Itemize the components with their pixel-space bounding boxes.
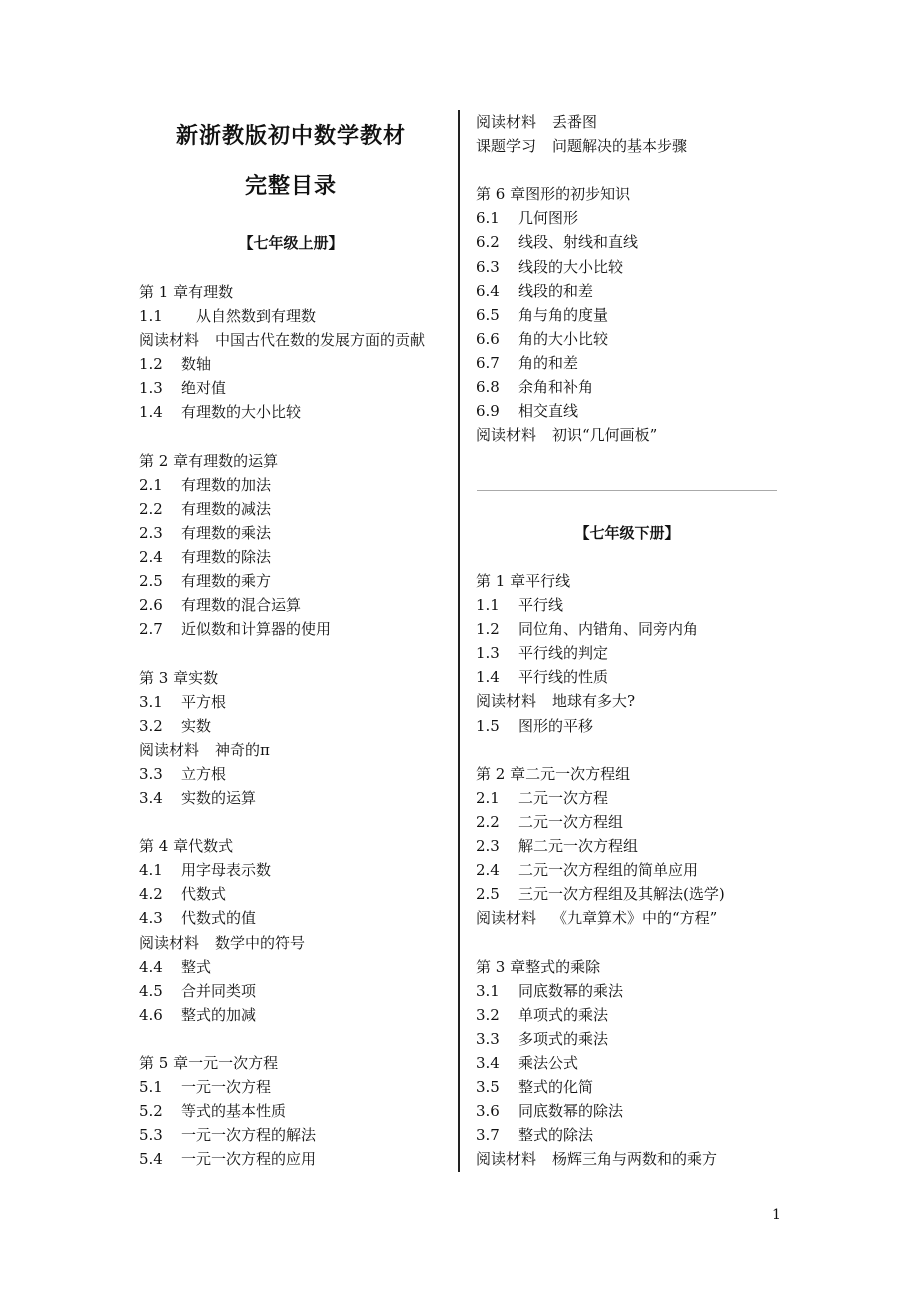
section-number: 2.5 xyxy=(139,572,163,591)
chapter-number: 第 1 章 xyxy=(476,572,526,590)
entry-title: 二元一次方程组 xyxy=(525,764,631,783)
chapter-heading xyxy=(139,834,425,858)
reading-label: 阅读材料 xyxy=(139,933,200,952)
entry-title: 几何图形 xyxy=(518,209,579,228)
spacer xyxy=(476,930,725,954)
entry-title: 实数 xyxy=(188,668,219,687)
reading-item xyxy=(476,134,687,158)
entry-title: 图形的平移 xyxy=(518,716,594,735)
section-item xyxy=(139,400,425,424)
section-number: 1.3 xyxy=(139,379,163,398)
section-item xyxy=(476,399,687,423)
section-item xyxy=(139,1123,425,1147)
section-item xyxy=(476,617,725,641)
entry-title: 代数式 xyxy=(181,885,227,904)
section-item xyxy=(139,497,425,521)
section-item xyxy=(139,955,425,979)
section-number: 4.2 xyxy=(139,885,163,904)
section-item xyxy=(476,1075,725,1099)
section-number: 3.3 xyxy=(476,1029,500,1048)
reading-label: 阅读材料 xyxy=(476,692,537,711)
section-number: 3.3 xyxy=(139,764,163,783)
reading-label: 阅读材料 xyxy=(139,331,200,350)
section-number: 5.4 xyxy=(139,1150,163,1169)
section-number: 5.3 xyxy=(139,1126,163,1145)
section-item xyxy=(139,714,425,738)
entry-title: 有理数的大小比较 xyxy=(181,403,302,422)
section-number: 2.4 xyxy=(476,861,500,880)
section-number: 2.5 xyxy=(476,885,500,904)
section-number: 3.4 xyxy=(476,1053,500,1072)
section-item xyxy=(476,593,725,617)
section-number: 6.8 xyxy=(476,378,500,397)
reading-item xyxy=(139,328,425,352)
chapter-number: 第 2 章 xyxy=(139,451,189,470)
section-number: 1.1 xyxy=(476,596,500,615)
entry-title: 有理数的乘法 xyxy=(181,523,272,542)
section-number: 3.2 xyxy=(476,1005,500,1024)
entry-title: 二元一次方程 xyxy=(518,788,609,807)
entry-title: 整式的乘除 xyxy=(525,957,601,976)
entry-title: 平行线 xyxy=(518,596,564,615)
entry-title: 二元一次方程组 xyxy=(518,812,624,831)
toc-column-right-top xyxy=(476,110,687,447)
section-number: 1.1 xyxy=(139,307,163,326)
section-item xyxy=(139,617,425,641)
section-number: 2.3 xyxy=(476,837,500,856)
section-item xyxy=(476,979,725,1003)
chapter-heading xyxy=(139,1051,425,1075)
section-item xyxy=(139,593,425,617)
section-number: 1.3 xyxy=(476,644,500,663)
entry-title: 绝对值 xyxy=(181,379,227,398)
section-item xyxy=(139,906,425,930)
entry-title: 一元一次方程 xyxy=(188,1054,279,1072)
entry-title: 余角和补角 xyxy=(518,378,594,397)
section-number: 1.4 xyxy=(139,403,163,422)
reading-item xyxy=(476,1147,725,1171)
section-item xyxy=(476,351,687,375)
section-number: 6.5 xyxy=(476,305,500,324)
entry-title: 同底数幂的乘法 xyxy=(518,981,624,1000)
entry-title: 数学中的符号 xyxy=(215,933,306,952)
section-item xyxy=(476,279,687,303)
entry-title: 有理数的减法 xyxy=(181,499,272,518)
entry-title: 有理数的加法 xyxy=(181,475,272,494)
section-item xyxy=(476,858,725,882)
entry-title: 三元一次方程组及其解法(选学) xyxy=(518,885,725,904)
section-number: 4.3 xyxy=(139,909,163,928)
section-number: 3.7 xyxy=(476,1126,500,1145)
reading-item xyxy=(139,738,425,762)
section-item xyxy=(476,1051,725,1075)
chapter-number: 第 1 章 xyxy=(139,283,189,301)
spacer xyxy=(476,158,687,182)
entry-title: 整式的加减 xyxy=(181,1005,257,1024)
entry-title: 有理数的运算 xyxy=(188,451,279,470)
entry-title: 有理数的乘方 xyxy=(181,572,272,591)
entry-title: 整式的化简 xyxy=(518,1077,594,1096)
entry-title: 角的大小比较 xyxy=(518,329,609,348)
toc-column-left xyxy=(139,280,425,1171)
spacer xyxy=(139,425,425,449)
entry-title: 单项式的乘法 xyxy=(518,1005,609,1024)
entry-title: 多项式的乘法 xyxy=(518,1029,609,1048)
section-number: 4.1 xyxy=(139,861,163,880)
section-number: 6.6 xyxy=(476,329,500,348)
section-item xyxy=(476,303,687,327)
section-number: 2.2 xyxy=(139,499,163,518)
entry-title: 平行线的判定 xyxy=(518,644,609,663)
section-number: 3.2 xyxy=(139,716,163,735)
entry-title: 整式的除法 xyxy=(518,1126,594,1145)
reading-label: 阅读材料 xyxy=(476,909,537,928)
section-item xyxy=(139,762,425,786)
section-number: 2.7 xyxy=(139,620,163,639)
entry-title: 丢番图 xyxy=(552,113,598,131)
chapter-number: 第 4 章 xyxy=(139,837,189,856)
entry-title: 角与角的度量 xyxy=(518,305,609,324)
document-subtitle: 完整目录 xyxy=(244,173,337,199)
section-number: 1.5 xyxy=(476,716,500,735)
entry-title: 等式的基本性质 xyxy=(181,1102,287,1121)
column-divider xyxy=(458,110,460,1172)
section-item xyxy=(476,786,725,810)
entry-title: 从自然数到有理数 xyxy=(181,307,317,326)
spacer xyxy=(139,1027,425,1051)
reading-item xyxy=(476,906,725,930)
section-number: 6.2 xyxy=(476,233,500,252)
section-item xyxy=(476,206,687,230)
section-number: 3.6 xyxy=(476,1102,500,1121)
reading-label: 阅读材料 xyxy=(476,113,537,131)
section-number: 3.4 xyxy=(139,788,163,807)
entry-title: 有理数的除法 xyxy=(181,548,272,567)
chapter-number: 第 3 章 xyxy=(476,957,526,976)
section-item xyxy=(476,882,725,906)
section-number: 3.5 xyxy=(476,1077,500,1096)
reading-label: 阅读材料 xyxy=(476,426,537,445)
section-number: 6.7 xyxy=(476,353,500,372)
section-item xyxy=(139,882,425,906)
entry-title: 实数的运算 xyxy=(181,788,257,807)
grade-heading-7a: 【七年级上册】 xyxy=(238,234,344,252)
section-item xyxy=(139,545,425,569)
chapter-heading xyxy=(139,449,425,473)
section-item xyxy=(476,1027,725,1051)
spacer xyxy=(139,810,425,834)
section-item xyxy=(476,375,687,399)
section-item xyxy=(139,473,425,497)
section-number: 1.2 xyxy=(139,355,163,374)
entry-title: 数轴 xyxy=(181,355,212,374)
entry-title: 乘法公式 xyxy=(518,1053,579,1072)
section-item xyxy=(139,690,425,714)
section-number: 4.4 xyxy=(139,957,163,976)
entry-title: 平行线 xyxy=(525,572,571,590)
entry-title: 有理数 xyxy=(188,283,234,301)
section-item xyxy=(476,810,725,834)
section-number: 4.6 xyxy=(139,1005,163,1024)
section-number: 5.1 xyxy=(139,1078,163,1097)
entry-title: 《九章算术》中的“方程” xyxy=(552,909,718,928)
chapter-heading xyxy=(476,569,725,593)
entry-title: 一元一次方程 xyxy=(181,1078,272,1097)
entry-title: 神奇的π xyxy=(215,740,270,759)
entry-title: 杨辉三角与两数和的乘方 xyxy=(552,1150,718,1169)
reading-label: 阅读材料 xyxy=(139,740,200,759)
section-number: 1.2 xyxy=(476,620,500,639)
entry-title: 线段、射线和直线 xyxy=(518,233,639,252)
chapter-number: 第 5 章 xyxy=(139,1054,189,1072)
section-item xyxy=(476,255,687,279)
entry-title: 平行线的性质 xyxy=(518,668,609,687)
entry-title: 二元一次方程组的简单应用 xyxy=(518,861,699,880)
section-item xyxy=(476,714,725,738)
section-number: 2.1 xyxy=(139,475,163,494)
section-item xyxy=(476,230,687,254)
chapter-heading xyxy=(476,182,687,206)
section-number: 2.2 xyxy=(476,812,500,831)
section-number: 6.9 xyxy=(476,402,500,421)
entry-title: 立方根 xyxy=(181,764,227,783)
reading-label: 课题学习 xyxy=(476,137,537,156)
section-item xyxy=(139,858,425,882)
spacer xyxy=(139,641,425,665)
toc-column-right-bottom xyxy=(476,569,725,1171)
section-number: 2.6 xyxy=(139,596,163,615)
chapter-heading xyxy=(139,666,425,690)
entry-title: 中国古代在数的发展方面的贡献 xyxy=(215,331,426,350)
entry-title: 相交直线 xyxy=(518,402,579,421)
entry-title: 图形的初步知识 xyxy=(525,185,631,204)
section-item xyxy=(139,1075,425,1099)
section-number: 3.1 xyxy=(476,981,500,1000)
entry-title: 平方根 xyxy=(181,692,227,711)
page-number: 1 xyxy=(772,1207,781,1223)
section-item xyxy=(139,1147,425,1171)
grade-heading-7b: 【七年级下册】 xyxy=(574,524,680,542)
reading-item xyxy=(139,931,425,955)
entry-title: 代数式的值 xyxy=(181,909,257,928)
section-item xyxy=(139,352,425,376)
section-item xyxy=(139,521,425,545)
section-item xyxy=(139,304,425,328)
section-number: 2.4 xyxy=(139,548,163,567)
entry-title: 有理数的混合运算 xyxy=(181,596,302,615)
entry-title: 合并同类项 xyxy=(181,981,257,1000)
section-item xyxy=(139,1099,425,1123)
reading-label: 阅读材料 xyxy=(476,1150,537,1169)
section-number: 6.1 xyxy=(476,209,500,228)
entry-title: 一元一次方程的应用 xyxy=(181,1150,317,1169)
section-number: 4.5 xyxy=(139,981,163,1000)
section-item xyxy=(139,569,425,593)
section-number: 3.1 xyxy=(139,692,163,711)
entry-title: 代数式 xyxy=(188,837,234,856)
chapter-number: 第 3 章 xyxy=(139,668,189,687)
entry-title: 一元一次方程的解法 xyxy=(181,1126,317,1145)
section-item xyxy=(139,376,425,400)
entry-title: 线段的大小比较 xyxy=(518,257,624,276)
entry-title: 线段的和差 xyxy=(518,281,594,300)
chapter-number: 第 6 章 xyxy=(476,185,526,204)
entry-title: 初识“几何画板” xyxy=(552,426,658,445)
entry-title: 用字母表示数 xyxy=(181,861,272,880)
section-item xyxy=(476,1123,725,1147)
section-number: 5.2 xyxy=(139,1102,163,1121)
entry-title: 整式 xyxy=(181,957,212,976)
section-divider xyxy=(477,490,777,491)
chapter-number: 第 2 章 xyxy=(476,764,526,783)
section-item xyxy=(476,1099,725,1123)
section-item xyxy=(139,786,425,810)
section-item xyxy=(476,641,725,665)
reading-item xyxy=(476,423,687,447)
chapter-heading xyxy=(476,762,725,786)
section-item xyxy=(476,327,687,351)
entry-title: 同底数幂的除法 xyxy=(518,1102,624,1121)
section-number: 2.3 xyxy=(139,523,163,542)
entry-title: 问题解决的基本步骤 xyxy=(552,137,688,156)
section-item xyxy=(139,979,425,1003)
section-item xyxy=(139,1003,425,1027)
entry-title: 地球有多大? xyxy=(552,692,636,711)
entry-title: 实数 xyxy=(181,716,212,735)
entry-title: 近似数和计算器的使用 xyxy=(181,620,332,639)
entry-title: 角的和差 xyxy=(518,353,579,372)
section-number: 1.4 xyxy=(476,668,500,687)
entry-title: 同位角、内错角、同旁内角 xyxy=(518,620,699,639)
spacer xyxy=(476,738,725,762)
section-item xyxy=(476,1003,725,1027)
reading-item xyxy=(476,689,725,713)
chapter-heading xyxy=(139,280,425,304)
chapter-heading xyxy=(476,955,725,979)
section-item xyxy=(476,665,725,689)
reading-item xyxy=(476,110,687,134)
entry-title: 解二元一次方程组 xyxy=(518,837,639,856)
section-item xyxy=(476,834,725,858)
section-number: 2.1 xyxy=(476,788,500,807)
section-number: 6.4 xyxy=(476,281,500,300)
document-title: 新浙教版初中数学教材 xyxy=(175,123,406,149)
section-number: 6.3 xyxy=(476,257,500,276)
